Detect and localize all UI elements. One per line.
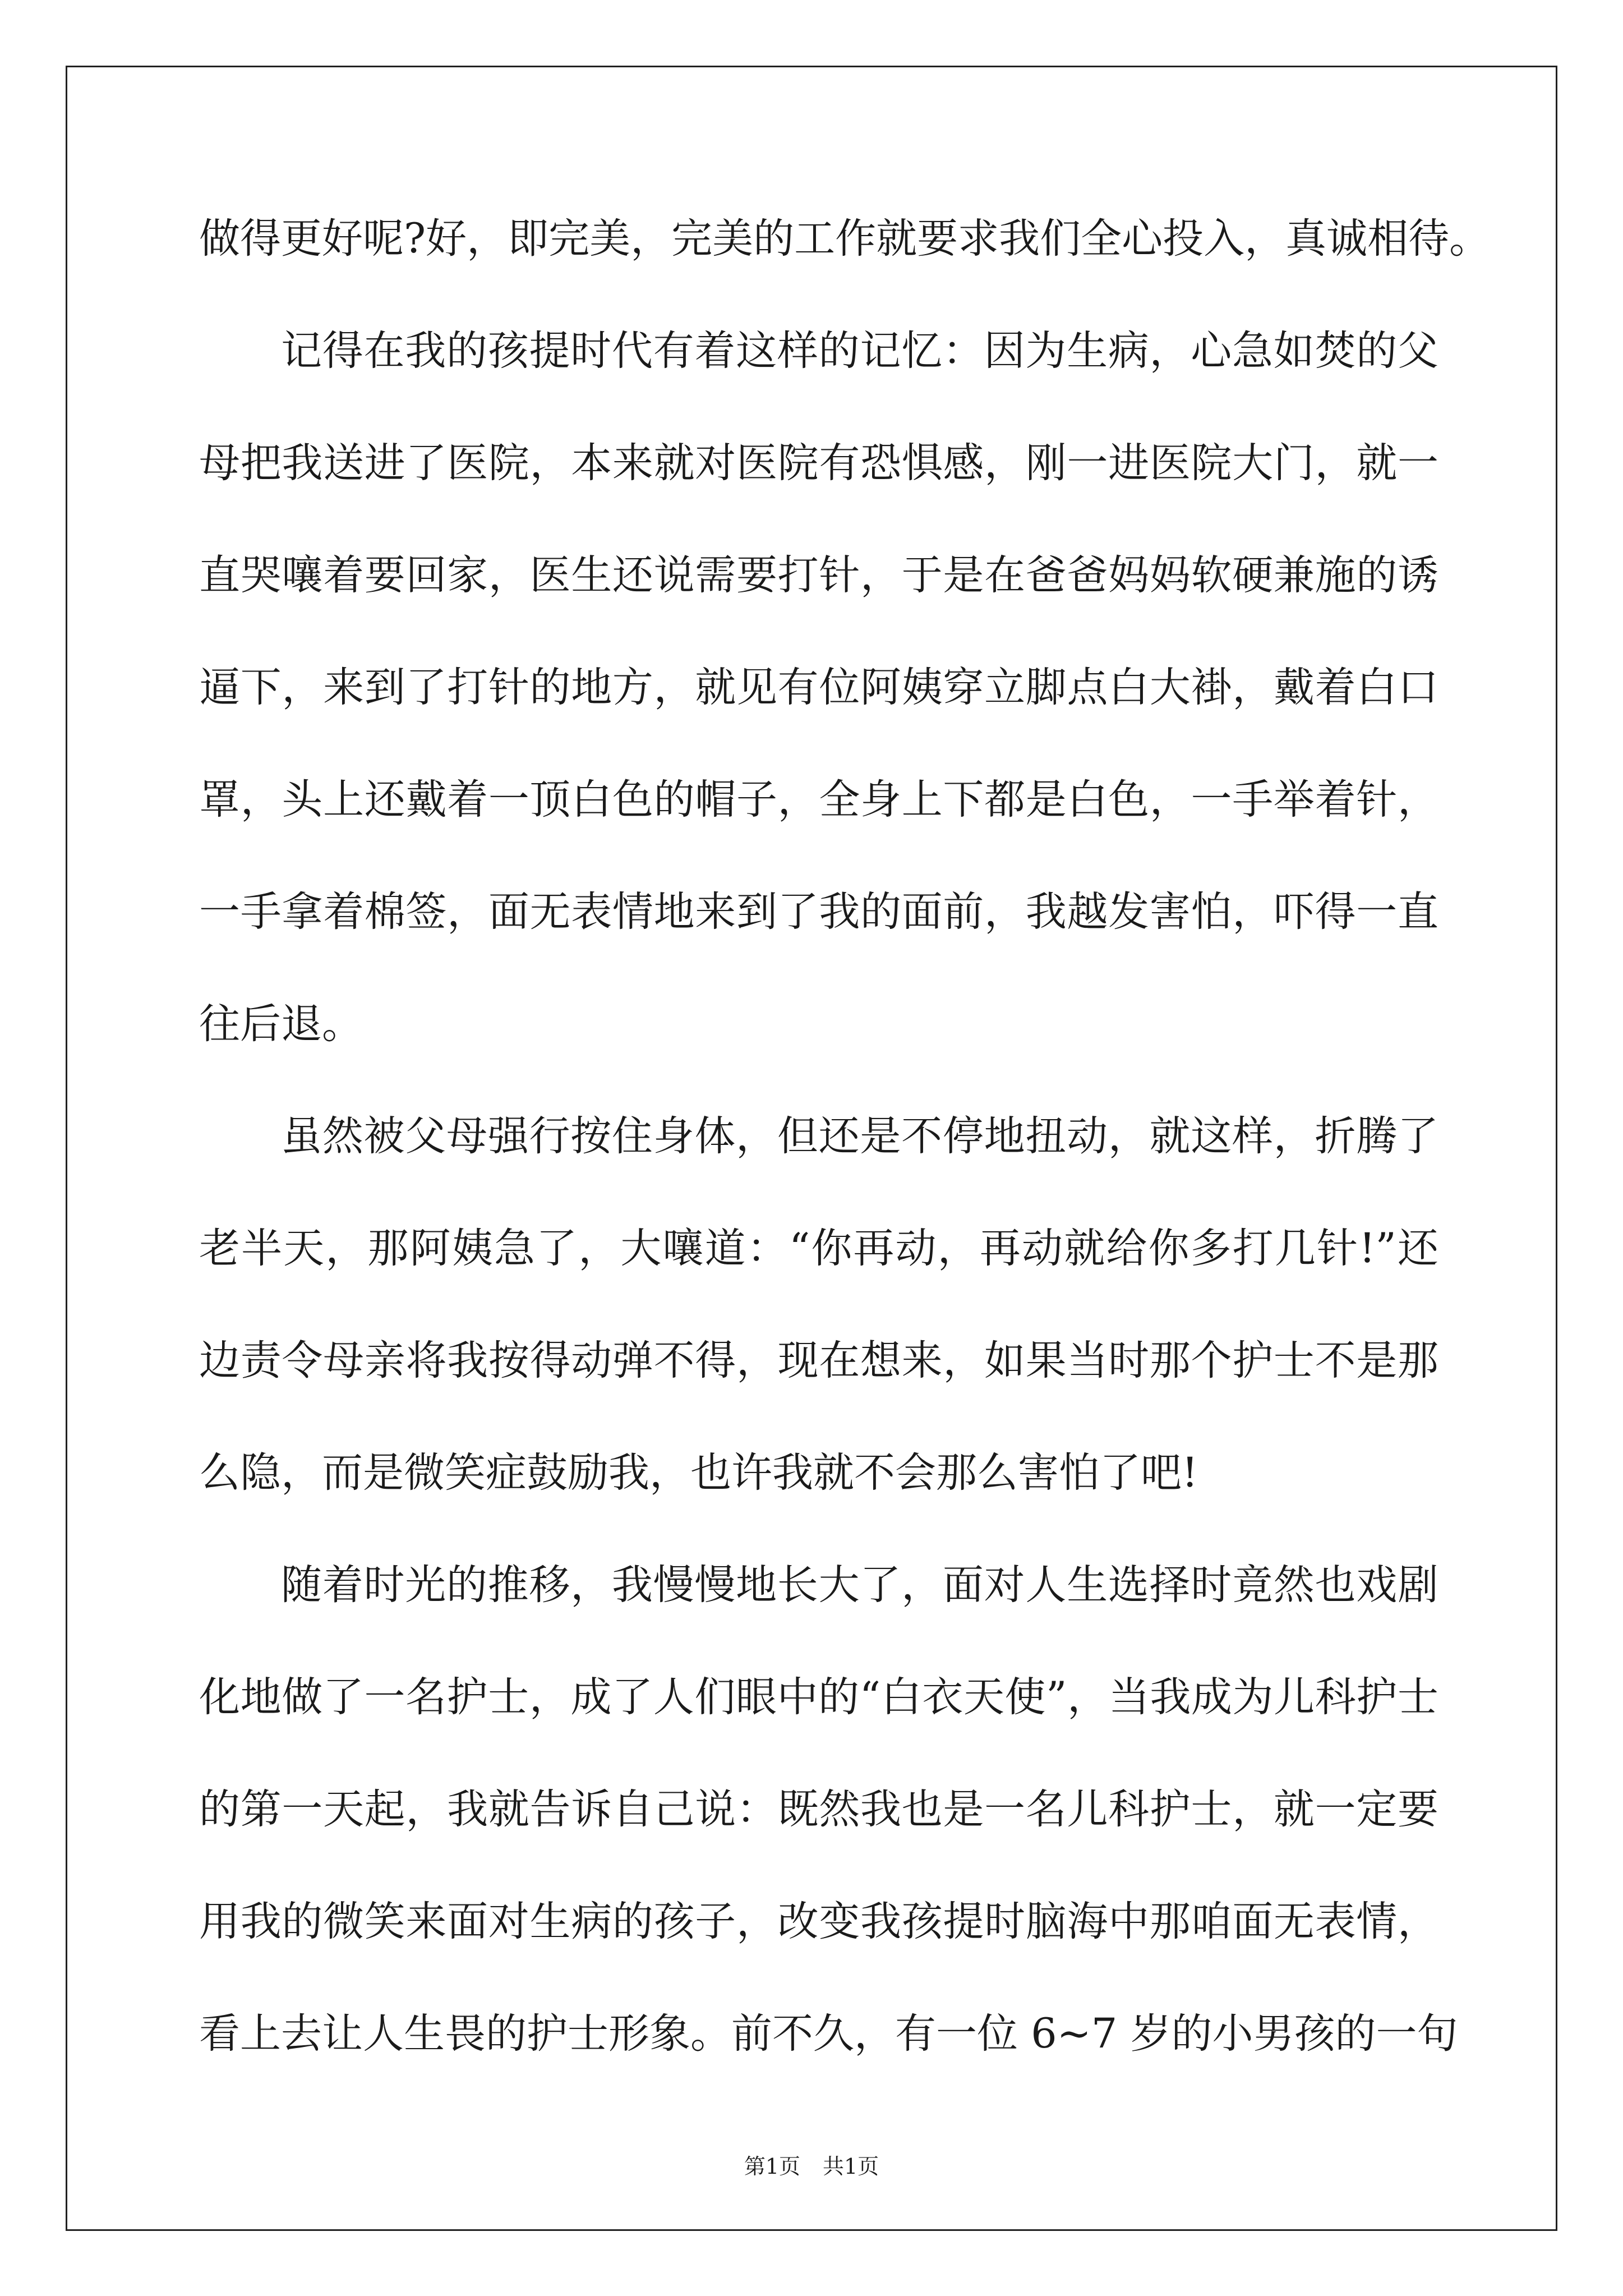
text-line: 么隐，而是微笑症鼓励我，也许我就不会那么害怕了吧!	[199, 1449, 1198, 1497]
text-line: 用我的微笑来面对生病的孩子，改变我孩提时脑海中那咱面无表情，	[199, 1898, 1438, 1945]
text-line: 往后退。	[199, 1000, 363, 1048]
page-total: 共1页	[823, 2154, 879, 2179]
text-line: 直哭嚷着要回家，医生还说需要打针，于是在爸爸妈妈软硬兼施的诱	[199, 551, 1438, 599]
text-line: 一手拿着棉签，面无表情地来到了我的面前，我越发害怕，吓得一直	[199, 888, 1438, 936]
text-line: 边责令母亲将我按得动弹不得，现在想来，如果当时那个护士不是那	[199, 1337, 1438, 1384]
text-line: 母把我送进了医院，本来就对医院有恐惧感，刚一进医院大门，就一	[199, 439, 1438, 487]
text-line: 的第一天起，我就告诉自己说：既然我也是一名儿科护士，就一定要	[199, 1786, 1438, 1833]
text-line: 随着时光的推移，我慢慢地长大了，面对人生选择时竟然也戏剧	[281, 1561, 1438, 1609]
text-line: 逼下，来到了打针的地方，就见有位阿姨穿立脚点白大褂，戴着白口	[199, 664, 1438, 711]
page-number: 第1页	[744, 2154, 800, 2179]
document-body	[199, 208, 1491, 2115]
text-line: 老半天，那阿姨急了，大嚷道：“你再动，再动就给你多打几针!”还	[199, 1225, 1438, 1272]
text-line: 化地做了一名护士，成了人们眼中的“白衣天使”，当我成为儿科护士	[199, 1673, 1438, 1721]
page-footer	[0, 2153, 1623, 2180]
text-line: 看上去让人生畏的护士形象。前不久，有一位 6~7 岁的小男孩的一句	[199, 2010, 1458, 2058]
text-line: 做得更好呢?好，即完美，完美的工作就要求我们全心投入，真诚相待。	[199, 215, 1491, 263]
text-line: 虽然被父母强行按住身体，但还是不停地扭动，就这样，折腾了	[281, 1112, 1438, 1160]
text-line: 罩，头上还戴着一顶白色的帽子，全身上下都是白色，一手举着针，	[199, 776, 1438, 823]
text-line: 记得在我的孩提时代有着这样的记忆：因为生病，心急如焚的父	[281, 327, 1438, 375]
